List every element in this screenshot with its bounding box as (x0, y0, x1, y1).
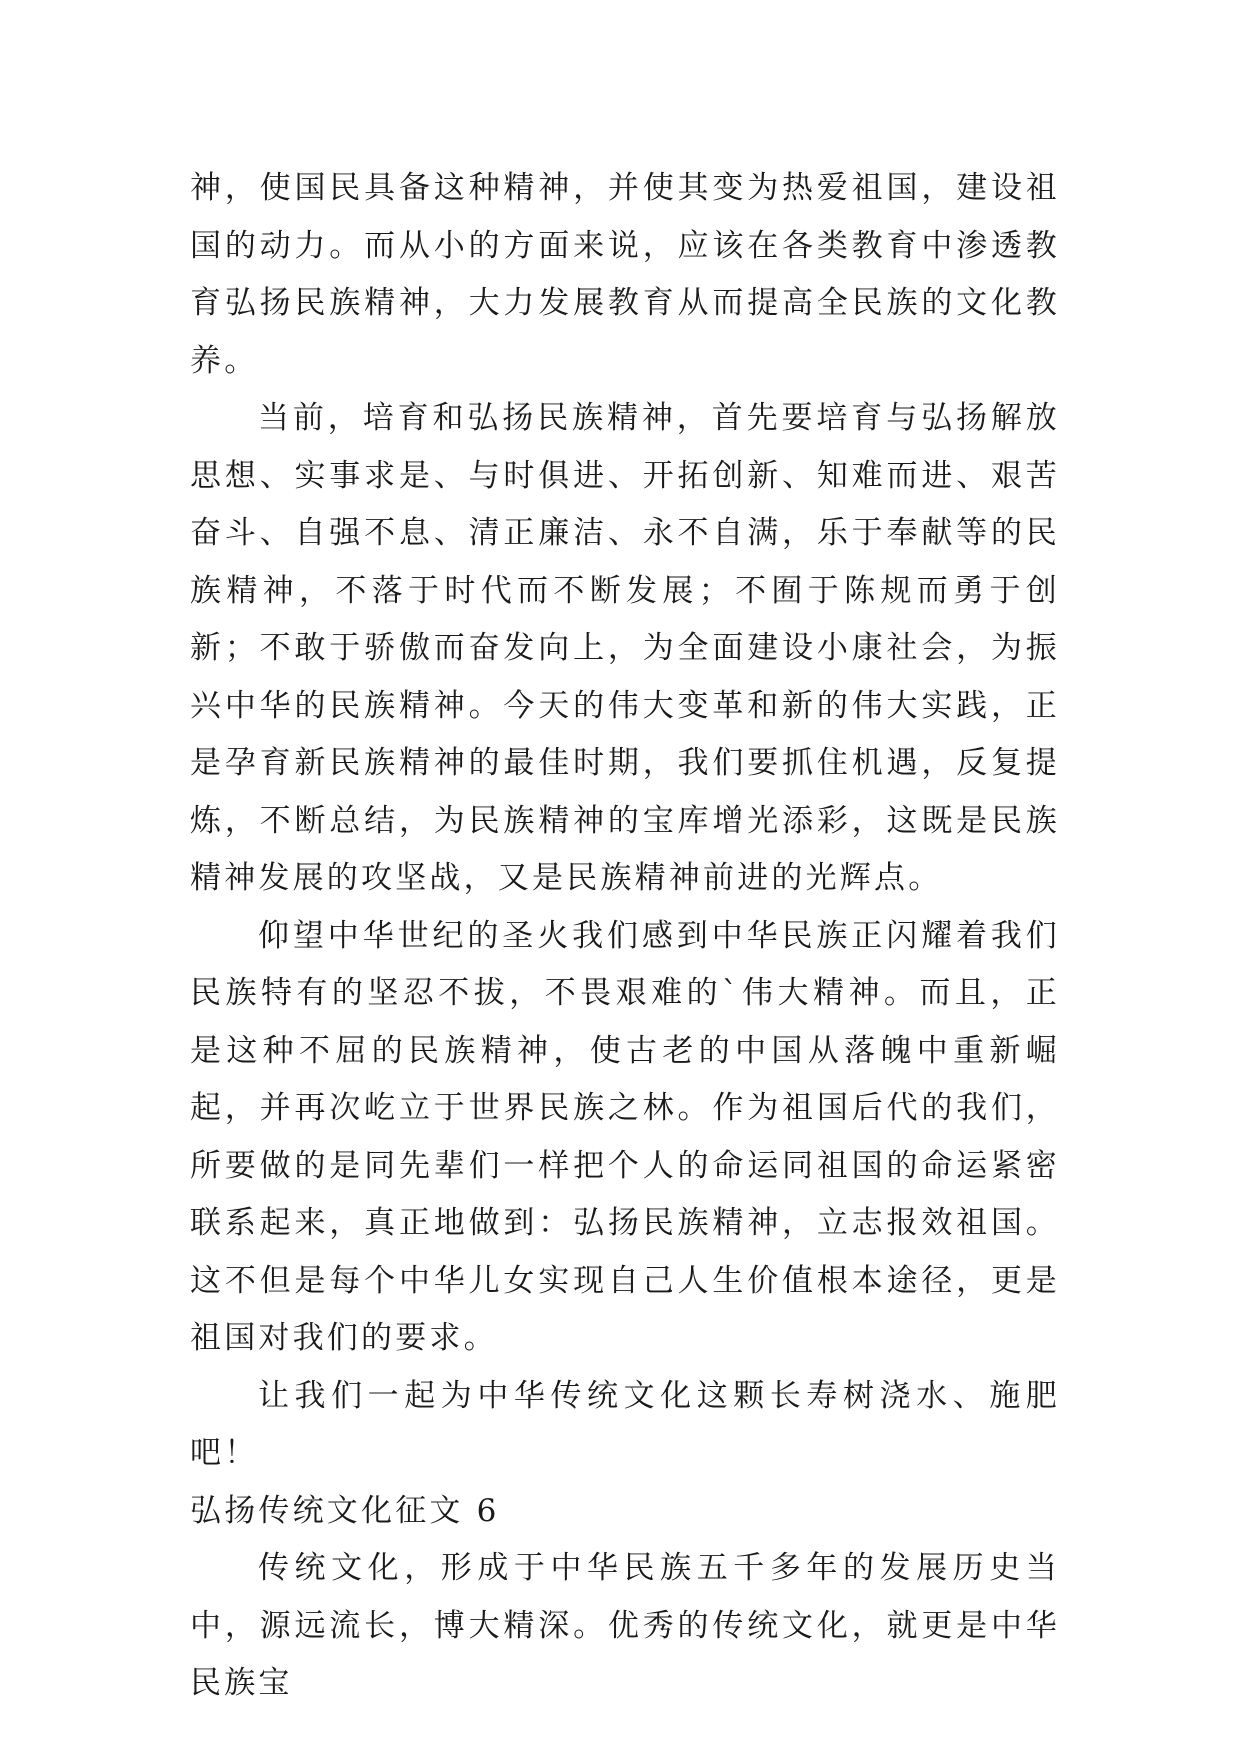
paragraph-traditional-culture: 传统文化，形成于中华民族五千多年的发展历史当中，源远流长，博大精深。优秀的传统文化，就更是中华民族宝 (190, 1550, 1060, 1701)
section-heading: 弘扬传统文化征文 6 (190, 1492, 500, 1529)
paragraph-continuation: 神，使国民具备这种精神，并使其变为热爱祖国，建设祖国的动力。而从小的方面来说，应该在各类教育中渗透教育弘扬民族精神，大力发展教育从而提高全民族的文化教养。 (190, 170, 1060, 379)
paragraph-call-to-action: 让我们一起为中华传统文化这颗长寿树浇水、施肥吧！ (190, 1377, 1060, 1471)
document-body (190, 160, 1060, 1713)
paragraph-cultivate-spirit: 当前，培育和弘扬民族精神，首先要培育与弘扬解放思想、实事求是、与时俱进、开拓创新、知难而进、艰苦奋斗、自强不息、清正廉洁、永不自满，乐于奉献等的民族精神，不落于时代而不断发展；不囿于陈规而勇于创新；不敢于骄傲而奋发向上，为全面建设小康社会，为振兴中华的民族精神。今天的伟大变革和新的伟大实践，正是孕育新民族精神的最佳时期，我们要抓住机遇，反复提炼，不断总结，为民族精神的宝库增光添彩，这既是民族精神发展的攻坚战，又是民族精神前进的光辉点。 (190, 400, 1060, 896)
paragraph-look-up-to-flame: 仰望中华世纪的圣火我们感到中华民族正闪耀着我们民族特有的坚忍不拔，不畏艰难的`伟大精神。而且，正是这种不屈的民族精神，使古老的中国从落魄中重新崛起，并再次屹立于世界民族之林。作为祖国后代的我们，所要做的是同先辈们一样把个人的命运同祖国的命运紧密联系起来，真正地做到：弘扬民族精神，立志报效祖国。这不但是每个中华儿女实现自己人生价值根本途径，更是祖国对我们的要求。 (190, 917, 1060, 1356)
